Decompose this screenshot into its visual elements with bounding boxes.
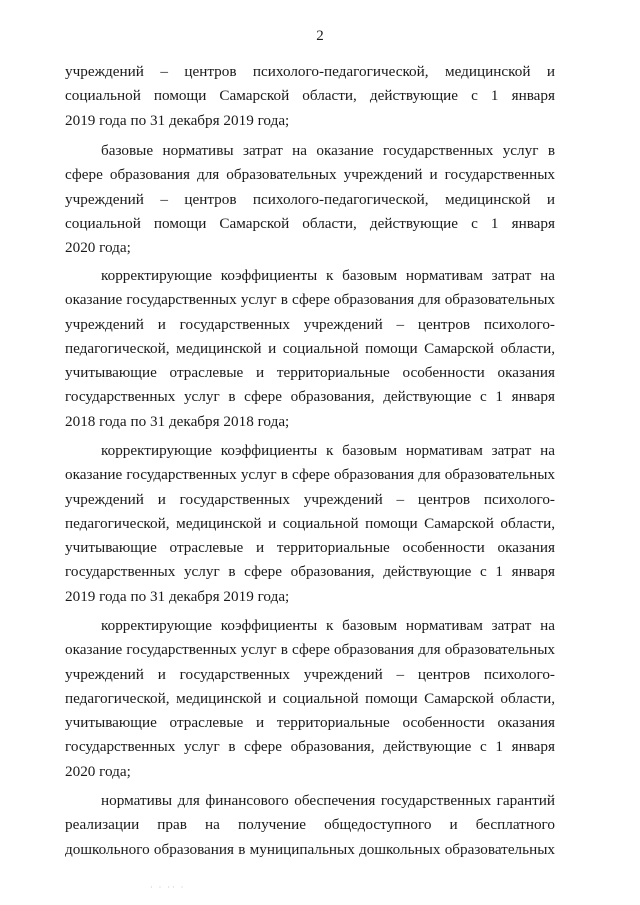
text-line: корректирующие коэффициенты к базовым нормативам затрат на	[101, 617, 555, 634]
text-line: корректирующие коэффициенты к базовым нормативам затрат на	[101, 442, 555, 459]
paragraph-coefficients-2019	[65, 439, 555, 609]
text-line: учитывающие отраслевые и территориальные особенности оказания	[65, 364, 555, 382]
text-line: учитывающие отраслевые и территориальные особенности оказания	[65, 714, 555, 732]
text-line: 2020 года;	[65, 762, 131, 780]
text-line: реализации прав на получение общедоступного и бесплатного	[65, 816, 555, 834]
page-number: 2	[316, 28, 324, 44]
text-line: учитывающие отраслевые и территориальные особенности оказания	[65, 539, 555, 557]
paragraph-preschool-guarantees	[65, 789, 555, 862]
text-line: социальной помощи Самарской области, действующие с 1 января	[65, 214, 555, 232]
text-line: 2020 года;	[65, 239, 131, 257]
text-line: педагогической, медицинской и социальной помощи Самарской области,	[65, 514, 555, 532]
text-line: педагогической, медицинской и социальной помощи Самарской области,	[65, 339, 555, 357]
scan-speckles: · · ·· ·	[150, 883, 186, 892]
text-line: 2019 года по 31 декабря 2019 года;	[65, 111, 290, 129]
text-line: базовые нормативы затрат на оказание государственных услуг в	[101, 142, 555, 159]
text-line: 2019 года по 31 декабря 2019 года;	[65, 587, 290, 605]
text-line: сфере образования для образовательных учреждений и государственных	[65, 166, 555, 184]
text-line: учреждений – центров психолого-педагогической, медицинской и	[65, 190, 555, 208]
text-line: 2018 года по 31 декабря 2018 года;	[65, 412, 290, 430]
text-line: учреждений и государственных учреждений – центров психолого-	[65, 490, 555, 508]
text-line: дошкольного образования в муниципальных дошкольных образовательных	[65, 840, 555, 858]
paragraph-base-norms-2020	[65, 139, 555, 260]
paragraph-coefficients-2018	[65, 264, 555, 434]
text-line: нормативы для финансового обеспечения государственных гарантий	[101, 792, 555, 809]
text-line: корректирующие коэффициенты к базовым нормативам затрат на	[101, 267, 555, 284]
text-line: педагогической, медицинской и социальной помощи Самарской области,	[65, 689, 555, 707]
text-line: государственных услуг в сфере образования, действующие с 1 января	[65, 738, 555, 756]
text-line: государственных услуг в сфере образования, действующие с 1 января	[65, 388, 555, 406]
text-line: учреждений и государственных учреждений – центров психолого-	[65, 315, 555, 333]
text-line: оказание государственных услуг в сфере образования для образовательных	[65, 641, 555, 659]
paragraph-coefficients-2020	[65, 614, 555, 784]
text-line: государственных услуг в сфере образования, действующие с 1 января	[65, 563, 555, 581]
paragraph-continuation	[65, 60, 555, 133]
text-line: оказание государственных услуг в сфере образования для образовательных	[65, 466, 555, 484]
text-line: социальной помощи Самарской области, действующие с 1 января	[65, 87, 555, 105]
text-line: оказание государственных услуг в сфере образования для образовательных	[65, 291, 555, 309]
text-line: учреждений и государственных учреждений – центров психолого-	[65, 665, 555, 683]
text-line: учреждений – центров психолого-педагогической, медицинской и	[65, 63, 555, 80]
